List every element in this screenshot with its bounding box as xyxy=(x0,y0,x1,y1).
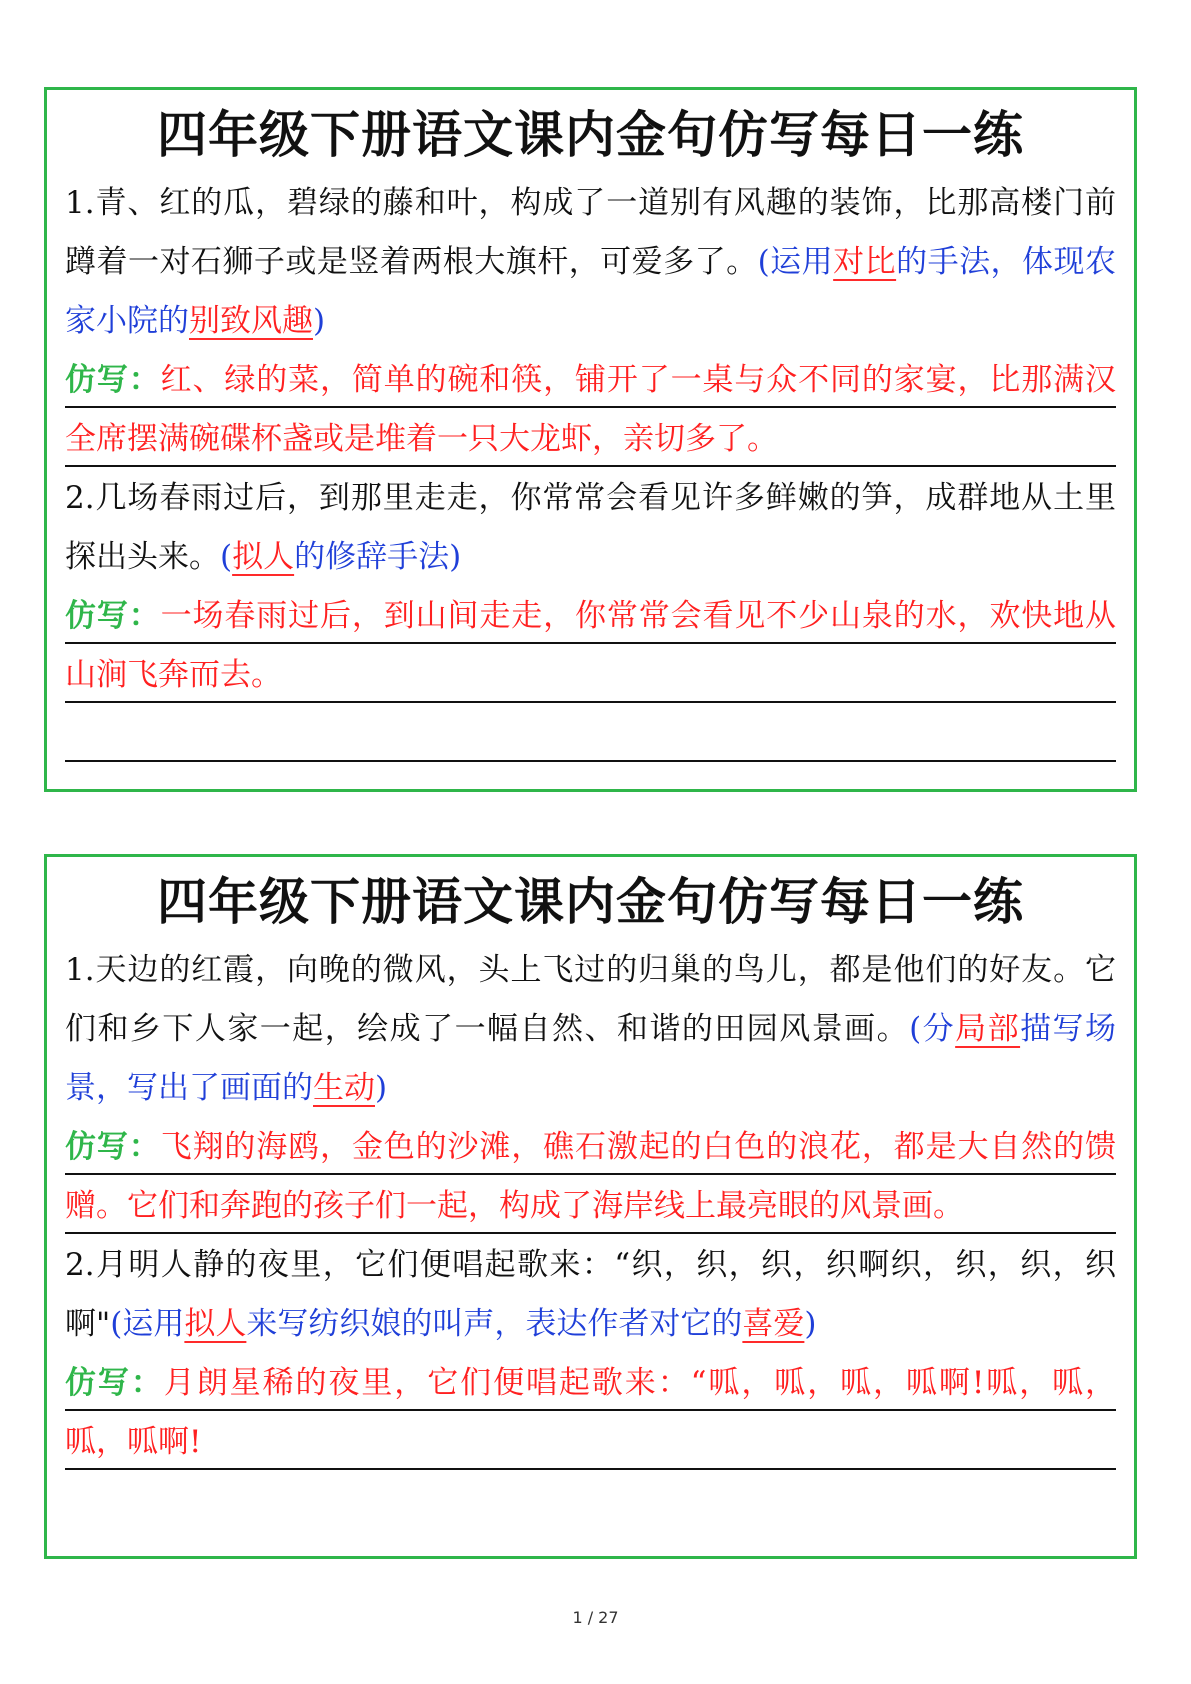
question-note: (运用对比的手法，体现农家小院的别致风趣) xyxy=(65,244,1116,339)
note-keyword: 拟人 xyxy=(184,1306,247,1342)
exercise-card-1 xyxy=(44,87,1137,792)
blank-writing-line xyxy=(65,705,1116,764)
imitation-label: 仿写： xyxy=(65,1365,164,1401)
question-1 xyxy=(65,941,1116,1118)
note-keyword: 生动 xyxy=(313,1070,375,1106)
imitation-2 xyxy=(65,587,1116,705)
imitation-label: 仿写： xyxy=(65,598,161,634)
question-2 xyxy=(65,1236,1116,1354)
question-text: 2.月明人静的夜里，它们便唱起歌来：“织，织，织，织啊织，织，织，织啊" xyxy=(65,1247,1116,1342)
imitation-text: 月朗星稀的夜里，它们便唱起歌来：“呱，呱，呱，呱啊!呱，呱，呱，呱啊! xyxy=(65,1365,1117,1460)
note-keyword: 拟人 xyxy=(232,539,295,575)
imitation-label: 仿写： xyxy=(65,362,161,398)
card-title: 四年级下册语文课内金句仿写每日一练 xyxy=(157,873,1024,931)
note-keyword: 别致风趣 xyxy=(189,303,313,339)
note-keyword: 对比 xyxy=(833,244,897,280)
question-note: (运用拟人来写纺织娘的叫声，表达作者对它的喜爱) xyxy=(110,1306,817,1342)
imitation-text: 一场春雨过后，到山间走走，你常常会看见不少山泉的水，欢快地从山涧飞奔而去。 xyxy=(65,598,1116,693)
question-1 xyxy=(65,174,1116,351)
question-note: (拟人的修辞手法) xyxy=(220,539,462,575)
note-keyword: 喜爱 xyxy=(742,1306,805,1342)
imitation-2 xyxy=(65,1354,1116,1472)
card-title: 四年级下册语文课内金句仿写每日一练 xyxy=(157,106,1024,164)
question-text: 1.青、红的瓜，碧绿的藤和叶，构成了一道别有风趣的装饰，比那高楼门前蹲着一对石狮子或是竖着两根大旗杆，可爱多了。 xyxy=(65,185,1116,280)
exercise-card-2 xyxy=(44,854,1137,1559)
imitation-label: 仿写： xyxy=(65,1129,161,1165)
note-keyword: 局部 xyxy=(955,1011,1021,1047)
imitation-text: 红、绿的菜，简单的碗和筷，铺开了一桌与众不同的家宴，比那满汉全席摆满碗碟杯盏或是堆着一只大龙虾，亲切多了。 xyxy=(65,362,1116,457)
page-number: 1 / 27 xyxy=(572,1608,619,1627)
question-note: (分局部描写场景，写出了画面的生动) xyxy=(65,1011,1117,1106)
question-2 xyxy=(65,469,1116,587)
imitation-1 xyxy=(65,351,1116,469)
question-text: 2.几场春雨过后，到那里走走，你常常会看见许多鲜嫩的笋，成群地从土里探出头来。 xyxy=(65,480,1116,575)
imitation-1 xyxy=(65,1118,1116,1236)
question-text: 1.天边的红霞，向晚的微风，头上飞过的归巢的鸟儿，都是他们的好友。它们和乡下人家一起，绘成了一幅自然、和谐的田园风景画。 xyxy=(65,952,1116,1047)
imitation-text: 飞翔的海鸥，金色的沙滩，礁石激起的白色的浪花，都是大自然的馈赠。它们和奔跑的孩子们一起，构成了海岸线上最亮眼的风景画。 xyxy=(65,1129,1116,1224)
